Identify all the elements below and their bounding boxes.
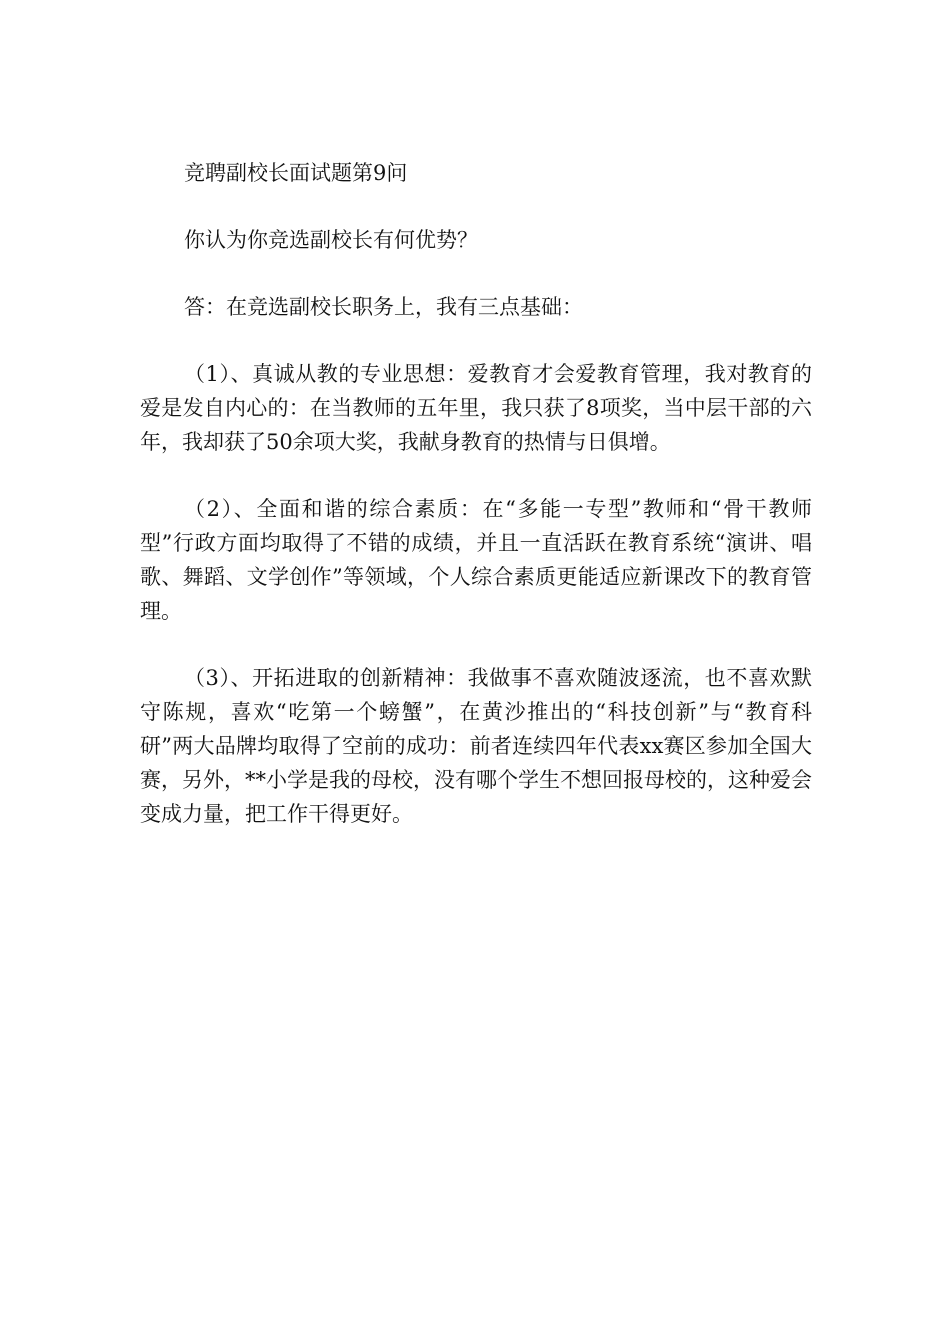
answer-point-2: （2）、全面和谐的综合素质：在“多能一专型”教师和“骨干教师型”行政方面均取得了不错的成绩，并且一直活跃在教育系统“演讲、唱歌、舞蹈、文学创作”等领域，个人综合素质更能适应新课改下的教育管理。 [140,497,812,623]
answer-point-3: （3）、开拓进取的创新精神：我做事不喜欢随波逐流，也不喜欢默守陈规，喜欢“吃第一个螃蟹”，在黄沙推出的“科技创新”与“教育科研”两大品牌均取得了空前的成功：前者连续四年代表xx赛区参加全国大赛，另外，**小学是我的母校，没有哪个学生不想回报母校的，这种爱会变成力量，把工作干得更好。 [140,666,812,826]
document-body [140,156,812,864]
answer-point-1: （1）、真诚从教的专业思想：爱教育才会爱教育管理，我对教育的爱是发自内心的：在当教师的五年里，我只获了8项奖，当中层干部的六年，我却获了50余项大奖，我献身教育的热情与日俱增。 [140,362,812,454]
answer-intro: 答：在竞选副校长职务上，我有三点基础： [184,295,583,319]
interview-question: 你认为你竞选副校长有何优势？ [184,228,478,252]
document-title: 竞聘副校长面试题第9问 [184,161,408,185]
